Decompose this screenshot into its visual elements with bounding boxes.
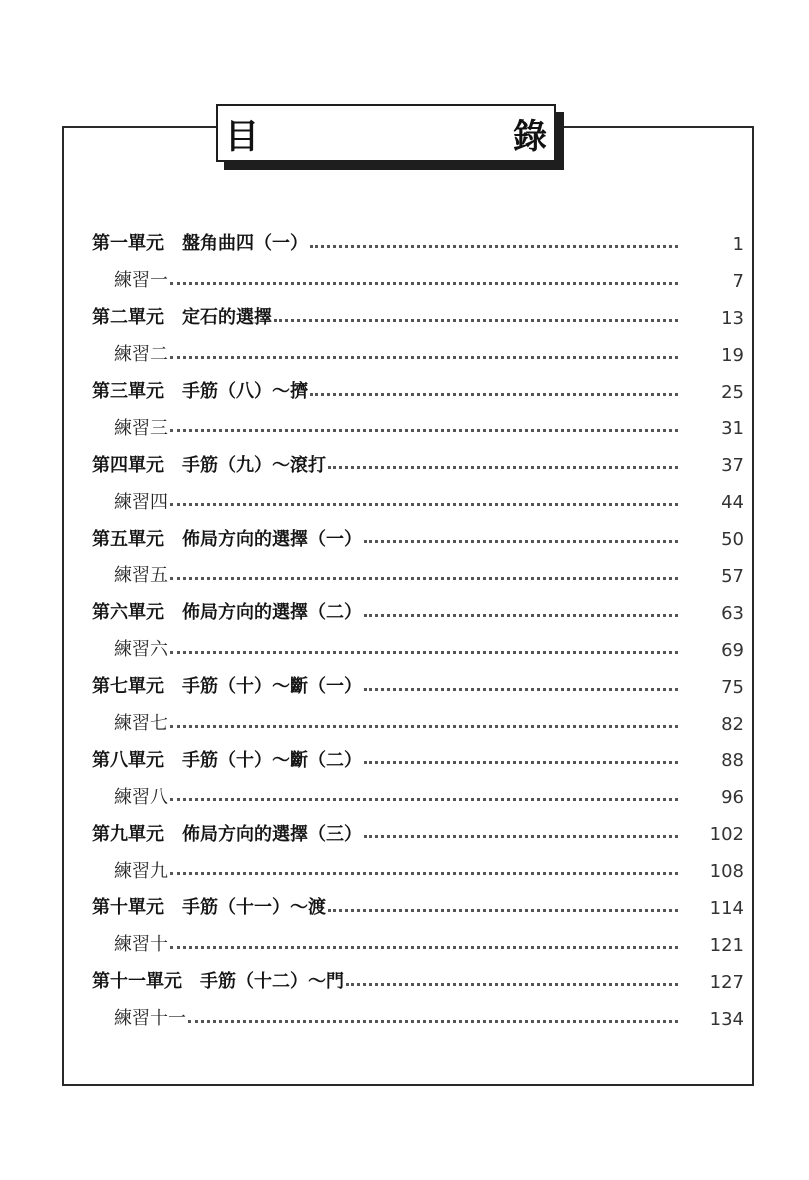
toc-entry-label: 第八單元 手筋（十）～斷（二） [92, 749, 362, 771]
dot-leader [170, 411, 678, 432]
toc-entry-label: 練習五 [114, 565, 168, 587]
toc-page-number: 63 [721, 602, 744, 624]
dot-leader [170, 928, 678, 949]
toc-page-number: 96 [721, 787, 744, 809]
title-box [216, 104, 609, 162]
toc-exercise-entry[interactable] [92, 779, 744, 816]
toc-entry-label: 第四單元 手筋（九）～滾打 [92, 454, 326, 476]
toc-page-number: 44 [721, 492, 744, 514]
toc-page-number: 1 [732, 233, 744, 255]
toc-page-number: 82 [721, 713, 744, 735]
table-of-contents [92, 226, 744, 1038]
toc-entry-label: 練習二 [114, 344, 168, 366]
dot-leader [328, 891, 678, 912]
toc-unit-entry[interactable] [92, 890, 744, 927]
toc-unit-entry[interactable] [92, 226, 744, 263]
toc-exercise-entry[interactable] [92, 337, 744, 374]
toc-unit-entry[interactable] [92, 447, 744, 484]
toc-entry-label: 第十一單元 手筋（十二）～門 [92, 971, 344, 993]
toc-entry-label: 練習六 [114, 639, 168, 661]
dot-leader [310, 375, 678, 396]
toc-entry-label: 練習七 [114, 713, 168, 735]
toc-unit-entry[interactable] [92, 374, 744, 411]
toc-entry-label: 第二單元 定石的選擇 [92, 307, 272, 329]
toc-unit-entry[interactable] [92, 300, 744, 337]
toc-unit-entry[interactable] [92, 669, 744, 706]
toc-entry-label: 練習一 [114, 270, 168, 292]
dot-leader [364, 670, 678, 691]
toc-unit-entry[interactable] [92, 816, 744, 853]
dot-leader [274, 301, 678, 322]
toc-exercise-entry[interactable] [92, 558, 744, 595]
toc-page-number: 102 [709, 824, 744, 846]
toc-entry-label: 練習八 [114, 786, 168, 808]
dot-leader [364, 817, 678, 838]
toc-entry-label: 練習四 [114, 491, 168, 513]
dot-leader [364, 596, 678, 617]
toc-page-number: 69 [721, 639, 744, 661]
toc-entry-label: 練習十 [114, 934, 168, 956]
toc-page-number: 7 [732, 270, 744, 292]
dot-leader [364, 743, 678, 764]
toc-page-number: 75 [721, 676, 744, 698]
toc-page-number: 114 [709, 897, 744, 919]
toc-page-number: 13 [721, 307, 744, 329]
toc-page-number: 127 [709, 971, 744, 993]
toc-entry-label: 練習九 [114, 860, 168, 882]
toc-page-number: 121 [709, 934, 744, 956]
toc-entry-label: 練習十一 [114, 1008, 186, 1030]
toc-entry-label: 第五單元 佈局方向的選擇（一） [92, 528, 362, 550]
toc-exercise-entry[interactable] [92, 706, 744, 743]
toc-exercise-entry[interactable] [92, 853, 744, 890]
toc-page-number: 19 [721, 344, 744, 366]
dot-leader [170, 854, 678, 875]
toc-unit-entry[interactable] [92, 521, 744, 558]
toc-entry-label: 第三單元 手筋（八）～擠 [92, 381, 308, 402]
toc-page-number: 57 [721, 565, 744, 587]
toc-entry-label: 第六單元 佈局方向的選擇（二） [92, 602, 362, 624]
dot-leader [170, 485, 678, 506]
toc-entry-label: 第一單元 盤角曲四（一） [92, 233, 308, 255]
dot-leader [328, 448, 678, 469]
toc-page-number: 134 [709, 1008, 744, 1030]
dot-leader [170, 264, 678, 285]
toc-page-number: 25 [721, 381, 744, 403]
dot-leader [170, 338, 678, 359]
toc-entry-label: 第七單元 手筋（十）～斷（一） [92, 676, 362, 698]
toc-exercise-entry[interactable] [92, 632, 744, 669]
dot-leader [170, 559, 678, 580]
toc-unit-entry[interactable] [92, 964, 744, 1001]
toc-entry-label: 第九單元 佈局方向的選擇（三） [92, 823, 362, 845]
toc-entry-label: 第十單元 手筋（十一）～渡 [92, 897, 326, 919]
toc-unit-entry[interactable] [92, 595, 744, 632]
dot-leader [364, 522, 678, 543]
toc-exercise-entry[interactable] [92, 410, 744, 447]
toc-entry-label: 練習三 [114, 417, 168, 439]
dot-leader [170, 633, 678, 654]
toc-exercise-entry[interactable] [92, 484, 744, 521]
toc-exercise-entry[interactable] [92, 927, 744, 964]
page-title: 目 錄 [225, 116, 609, 157]
toc-page-number: 88 [721, 750, 744, 772]
dot-leader [170, 707, 678, 728]
toc-exercise-entry[interactable] [92, 1001, 744, 1038]
toc-page-number: 50 [721, 529, 744, 551]
toc-page-number: 31 [721, 418, 744, 440]
toc-page-number: 108 [709, 861, 744, 883]
dot-leader [188, 1002, 678, 1023]
dot-leader [170, 780, 678, 801]
dot-leader [346, 965, 678, 986]
toc-exercise-entry[interactable] [92, 263, 744, 300]
dot-leader [310, 227, 678, 248]
toc-unit-entry[interactable] [92, 742, 744, 779]
toc-page-number: 37 [721, 455, 744, 477]
